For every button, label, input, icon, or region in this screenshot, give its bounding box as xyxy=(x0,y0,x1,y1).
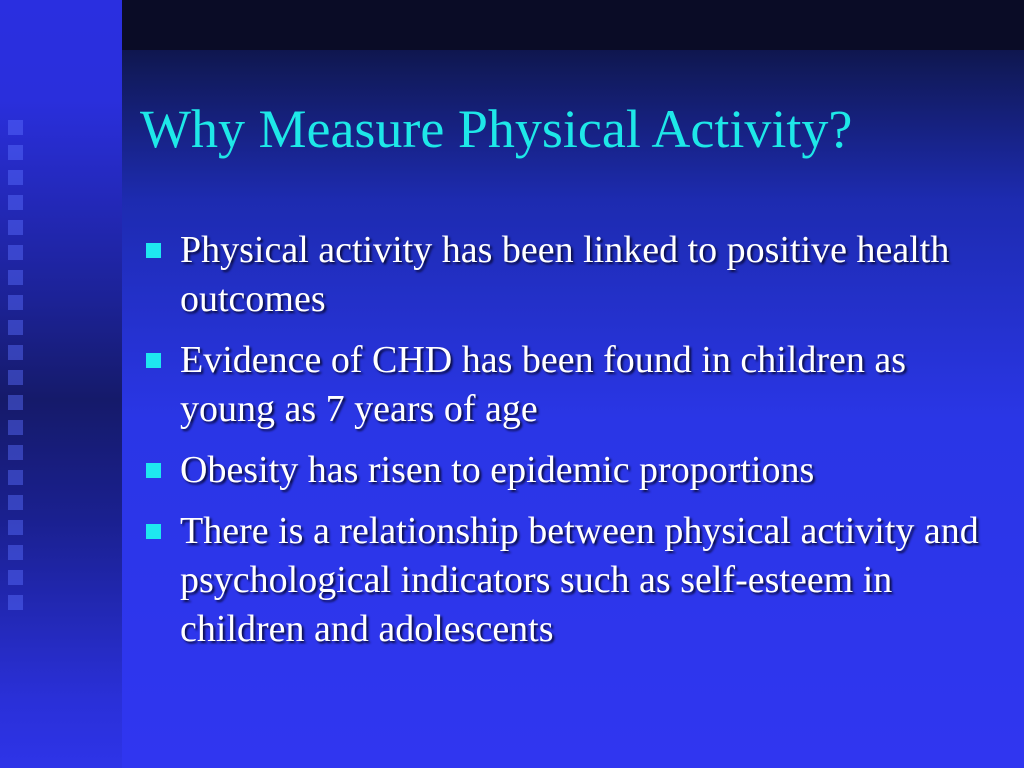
bullet-text: Physical activity has been linked to positive health outcomes xyxy=(180,229,950,320)
bullet-text: Obesity has risen to epidemic proportions xyxy=(180,449,815,491)
square-bullet-icon xyxy=(146,243,161,258)
bullet-text: Evidence of CHD has been found in children as young as 7 years of age xyxy=(180,339,907,430)
decorative-square xyxy=(8,270,23,285)
decorative-squares xyxy=(8,120,32,620)
bullet-item xyxy=(142,226,1002,324)
decorative-square xyxy=(8,145,23,160)
bullet-item xyxy=(142,336,1002,434)
decorative-square xyxy=(8,370,23,385)
decorative-square xyxy=(8,170,23,185)
decorative-square xyxy=(8,495,23,510)
bullet-item xyxy=(142,507,1002,654)
decorative-square xyxy=(8,445,23,460)
decorative-square xyxy=(8,520,23,535)
top-decorative-band xyxy=(122,0,1024,50)
decorative-square xyxy=(8,420,23,435)
decorative-square xyxy=(8,295,23,310)
bullet-item xyxy=(142,446,1002,495)
decorative-square xyxy=(8,470,23,485)
bullet-list xyxy=(142,226,1002,666)
bullet-text: There is a relationship between physical activity and psychological indicators such as self-esteem in children and adolescents xyxy=(180,510,979,650)
square-bullet-icon xyxy=(146,353,161,368)
decorative-square xyxy=(8,545,23,560)
slide-title: Why Measure Physical Activity? xyxy=(140,99,853,159)
square-bullet-icon xyxy=(146,524,161,539)
decorative-square xyxy=(8,195,23,210)
decorative-square xyxy=(8,395,23,410)
decorative-square xyxy=(8,345,23,360)
decorative-square xyxy=(8,245,23,260)
left-decorative-band xyxy=(0,0,122,768)
decorative-square xyxy=(8,220,23,235)
square-bullet-icon xyxy=(146,463,161,478)
decorative-square xyxy=(8,570,23,585)
decorative-square xyxy=(8,320,23,335)
decorative-square xyxy=(8,595,23,610)
decorative-square xyxy=(8,120,23,135)
